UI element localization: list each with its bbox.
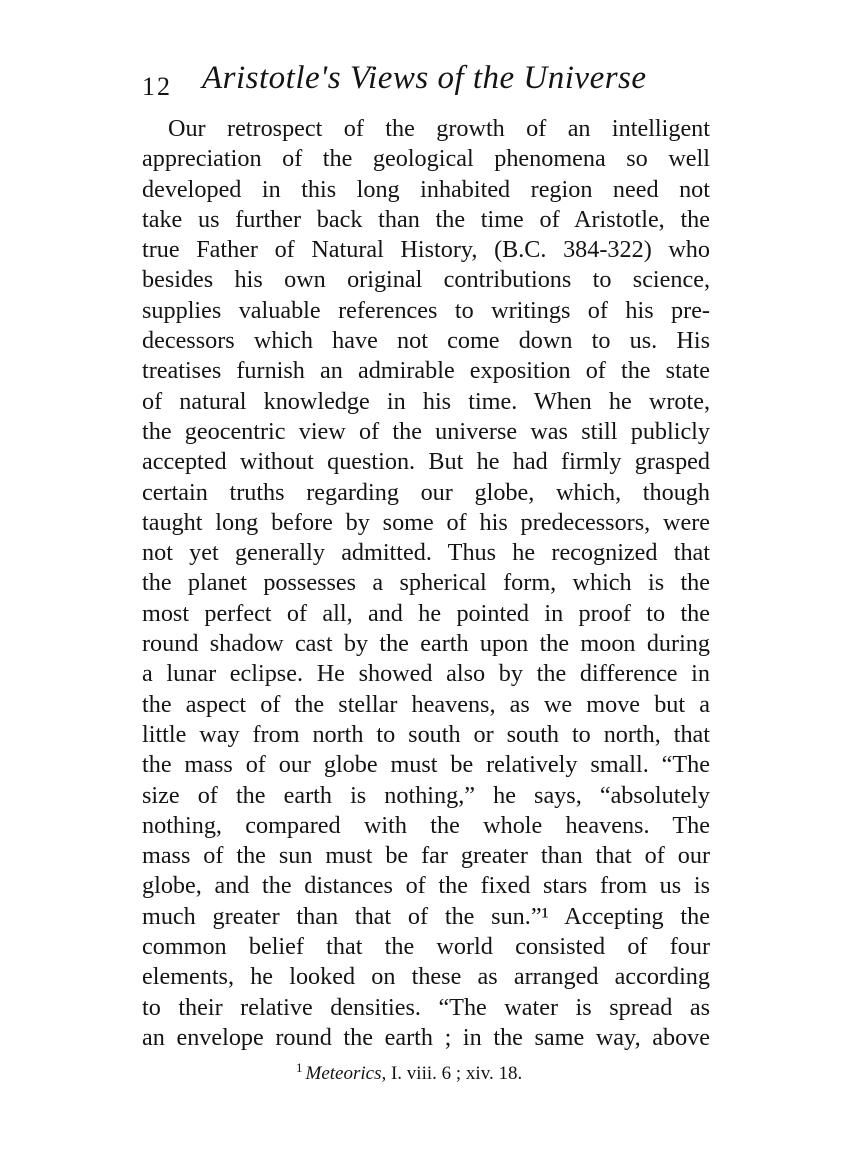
- text-line: true Father of Natural History, (B.C. 384-322) who: [142, 236, 710, 264]
- text-line: the geocentric view of the universe was still publicly: [142, 417, 710, 445]
- text-line: much greater than that of the sun.”¹ Accepting the: [142, 902, 710, 930]
- footnote-reference: I. viii. 6 ; xiv. 18.: [386, 1063, 523, 1084]
- text-line: nothing, compared with the whole heavens. The: [142, 811, 710, 839]
- text-line: globe, and the distances of the fixed stars from us is: [142, 872, 710, 900]
- text-line: the planet possesses a spherical form, which is the: [142, 569, 710, 597]
- footnote-title: Meteorics,: [305, 1063, 387, 1084]
- text-line: not yet generally admitted. Thus he recognized that: [142, 539, 710, 567]
- text-line: developed in this long inhabited region need not: [142, 175, 710, 203]
- text-line: mass of the sun must be far greater than that of our: [142, 842, 710, 870]
- text-line: Our retrospect of the growth of an intelligent: [168, 115, 710, 142]
- text-line: certain truths regarding our globe, which, though: [142, 478, 710, 506]
- text-line: supplies valuable references to writings of his pre-: [142, 296, 710, 324]
- text-line: a lunar eclipse. He showed also by the difference in: [142, 660, 710, 688]
- text-line: take us further back than the time of Aristotle, the: [142, 205, 710, 233]
- text-line: size of the earth is nothing,” he says, “absolutely: [142, 781, 710, 809]
- text-line: elements, he looked on these as arranged according: [142, 963, 710, 991]
- text-line: accepted without question. But he had firmly grasped: [142, 448, 710, 476]
- text-line: an envelope round the earth ; in the same way, above: [142, 1023, 710, 1051]
- text-line: of natural knowledge in his time. When he wrote,: [142, 387, 710, 415]
- running-head: [142, 60, 722, 102]
- footnote-mark: 1: [296, 1060, 303, 1075]
- text-line: taught long before by some of his predecessors, were: [142, 508, 710, 536]
- text-line: treatises furnish an admirable exposition of the state: [142, 357, 710, 385]
- footnote: [296, 1060, 522, 1085]
- body-paragraph: [142, 114, 710, 1053]
- running-title: Aristotle's Views of the Universe: [202, 60, 647, 96]
- text-line: little way from north to south or south to north, that: [142, 720, 710, 748]
- text-line: common belief that the world consisted of four: [142, 933, 710, 961]
- text-line: round shadow cast by the earth upon the moon during: [142, 630, 710, 658]
- text-line: besides his own original contributions to science,: [142, 266, 710, 294]
- text-line: to their relative densities. “The water is spread as: [142, 993, 710, 1021]
- text-line: most perfect of all, and he pointed in proof to the: [142, 599, 710, 627]
- text-line: the aspect of the stellar heavens, as we move but a: [142, 690, 710, 718]
- page-number: 12: [142, 72, 172, 101]
- text-line: the mass of our globe must be relatively small. “The: [142, 751, 710, 779]
- text-line: appreciation of the geological phenomena so well: [142, 145, 710, 173]
- text-line: decessors which have not come down to us. His: [142, 327, 710, 355]
